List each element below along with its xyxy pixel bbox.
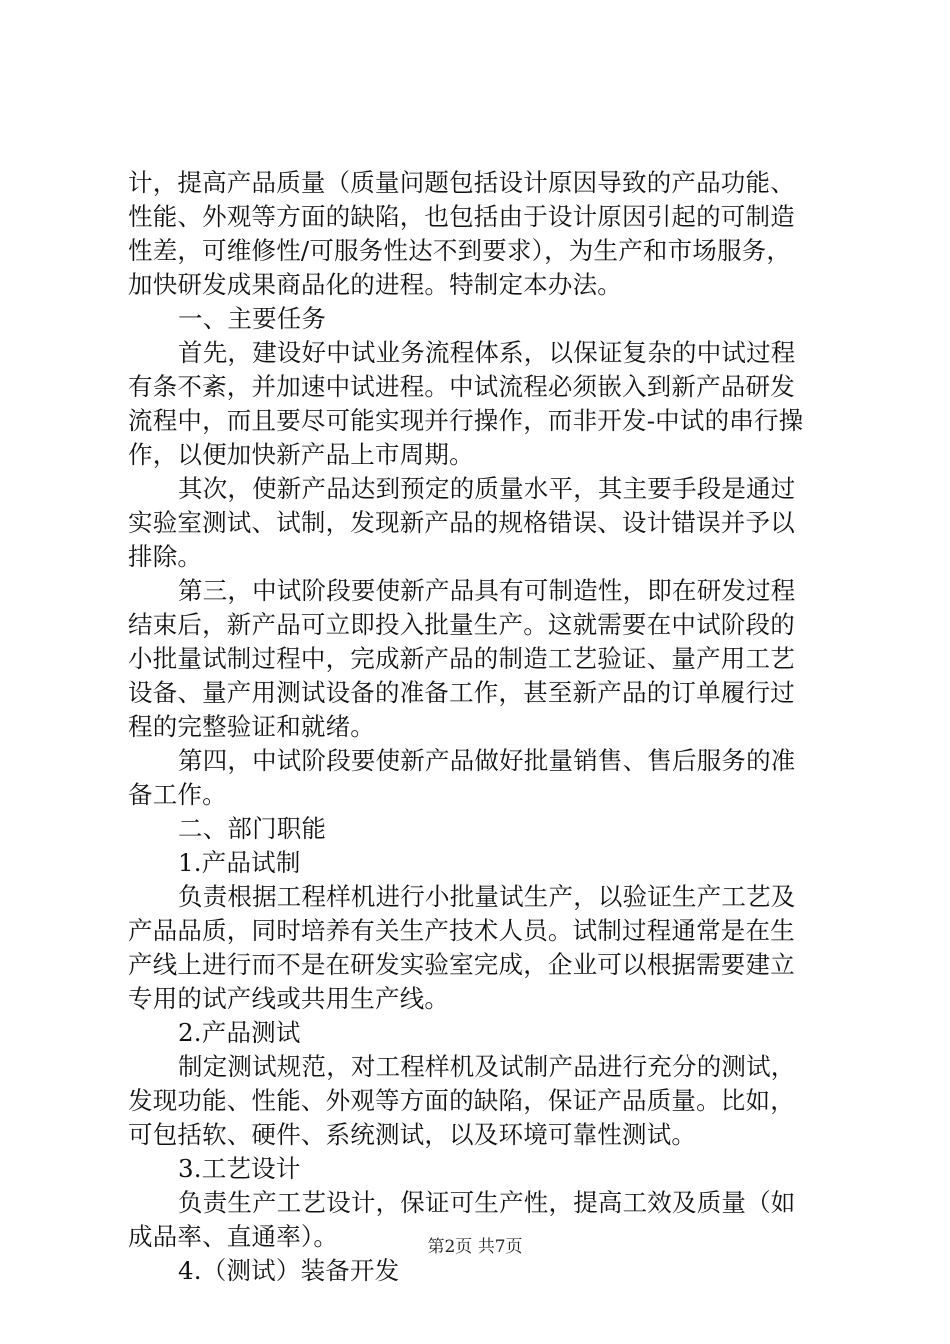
text-line: 负责生产工艺设计，保证可生产性，提高工效及质量（如 [178,1188,796,1217]
text-line: 首先，建设好中试业务流程体系，以保证复杂的中试过程 [178,338,796,367]
page-footer: 第2页 共7页 [427,1237,523,1257]
text-line: 排除。 [128,542,203,571]
text-line: 产品品质，同时培养有关生产技术人员。试制过程通常是在生 [128,916,795,945]
text-line: 实验室测试、试制，发现新产品的规格错误、设计错误并予以 [128,508,795,537]
text-line: 其次，使新产品达到预定的质量水平，其主要手段是通过 [178,474,796,503]
text-line: 备工作。 [128,780,227,809]
text-line: 制定测试规范，对工程样机及试制产品进行充分的测试， [178,1052,796,1081]
text-line: 第四，中试阶段要使新产品做好批量销售、售后服务的准 [178,746,796,775]
text-line: 负责根据工程样机进行小批量试生产，以验证生产工艺及 [178,882,796,911]
text-line: 产线上进行而不是在研发实验室完成，企业可以根据需要建立 [128,950,795,979]
text-line: 设备、量产用测试设备的准备工作，甚至新产品的订单履行过 [128,678,795,707]
text-line: 有条不紊，并加速中试进程。中试流程必须嵌入到新产品研发 [128,372,795,401]
text-line: 流程中，而且要尽可能实现并行操作，而非开发-中试的串行操 [128,406,804,435]
text-line: 性差，可维修性/可服务性达不到要求），为生产和市场服务， [128,236,792,265]
text-line: 计，提高产品质量（质量问题包括设计原因导致的产品功能、 [128,168,795,197]
text-line: 程的完整验证和就绪。 [128,712,375,741]
text-line: 4.（测试）装备开发 [178,1256,400,1285]
text-line: 二、部门职能 [178,814,327,843]
text-line: 专用的试产线或共用生产线。 [128,984,450,1013]
text-line: 发现功能、性能、外观等方面的缺陷，保证产品质量。比如， [128,1086,795,1115]
text-line: 第三，中试阶段要使新产品具有可制造性，即在研发过程 [178,576,796,605]
text-line: 可包括软、硬件、系统测试，以及环境可靠性测试。 [128,1120,697,1149]
document-body [128,166,832,1288]
text-line: 2.产品测试 [178,1018,301,1047]
text-line: 小批量试制过程中，完成新产品的制造工艺验证、量产用工艺 [128,644,795,673]
text-line: 成品率、直通率）。 [128,1222,339,1251]
text-line: 作，以便加快新产品上市周期。 [128,440,474,469]
text-line: 3.工艺设计 [178,1154,301,1183]
text-line: 1.产品试制 [178,848,301,877]
text-line: 一、主要任务 [178,304,327,333]
text-line: 加快研发成果商品化的进程。特制定本办法。 [128,270,622,299]
text-line: 结束后，新产品可立即投入批量生产。这就需要在中试阶段的 [128,610,795,639]
text-line: 性能、外观等方面的缺陷，也包括由于设计原因引起的可制造 [128,202,795,231]
